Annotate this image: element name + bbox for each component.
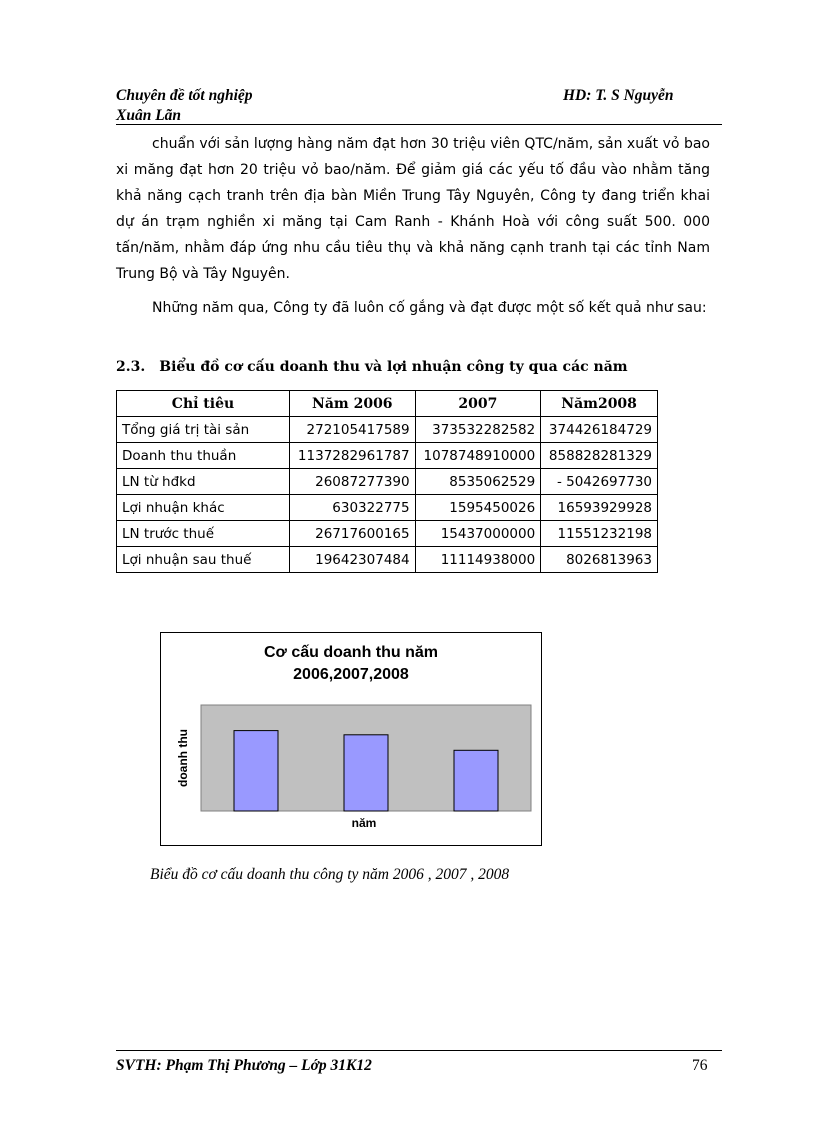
table-cell: 1078748910000 [415,443,541,469]
table-row-label: Tổng giá trị tài sản [117,417,290,443]
section-heading [116,359,716,375]
section-number: 2.3. [116,359,146,375]
table-cell: 1137282961787 [290,443,416,469]
chart-x-axis-label: năm [351,816,377,830]
chart-title-line2: 2006,2007,2008 [293,666,409,683]
page-header-left [116,86,253,126]
chart-y-axis-label: doanh thu [176,729,190,787]
paragraph-1 [116,131,710,287]
table-cell: 8535062529 [415,469,541,495]
header-divider [116,124,722,125]
section-title-text: Biểu đồ cơ cấu doanh thu và lợi nhuận công ty qua các năm [159,359,628,375]
table-cell: 1595450026 [415,495,541,521]
table-cell: 272105417589 [290,417,416,443]
chart-canvas [161,633,541,845]
table-header-cell: Năm2008 [541,391,658,417]
footer-divider [116,1050,722,1051]
table-row [117,547,658,573]
header-advisor: HD: T. S Nguyễn [563,87,674,104]
table-cell: 11114938000 [415,547,541,573]
chart-bar-2007 [344,735,388,811]
table-row [117,443,658,469]
table-cell: 19642307484 [290,547,416,573]
table-cell: 16593929928 [541,495,658,521]
table-header-cell: Chỉ tiêu [117,391,290,417]
table-row [117,469,658,495]
table-row [117,417,658,443]
chart-bar-2008 [454,750,498,811]
table-row-label: Doanh thu thuần [117,443,290,469]
table-row [117,521,658,547]
table-cell: 374426184729 [541,417,658,443]
table-row-label: Lợi nhuận khác [117,495,290,521]
table-cell: 8026813963 [541,547,658,573]
paragraph-2 [116,295,710,321]
table-row [117,495,658,521]
paragraph-2-text: Những năm qua, Công ty đã luôn cố gắng và đạt được một số kết quả như sau: [152,300,707,316]
financial-table [116,390,658,573]
table-cell: 373532282582 [415,417,541,443]
header-author-name: Xuân Lãn [116,107,182,124]
chart-caption: Biểu đồ cơ cấu doanh thu công ty năm 2006 , 2007 , 2008 [150,866,510,883]
table-header-row [117,391,658,417]
chart-bar-2006 [234,731,278,811]
table-row-label: Lợi nhuận sau thuế [117,547,290,573]
table-row-label: LN trước thuế [117,521,290,547]
table-header-cell: 2007 [415,391,541,417]
table-cell: 858828281329 [541,443,658,469]
header-course-title: Chuyên đề tốt nghiệp [116,87,253,104]
table-cell: 26717600165 [290,521,416,547]
table-cell: - 5042697730 [541,469,658,495]
table-cell: 26087277390 [290,469,416,495]
table-cell: 15437000000 [415,521,541,547]
footer-student: SVTH: Phạm Thị Phương – Lớp 31K12 [116,1057,372,1074]
table-header-cell: Năm 2006 [290,391,416,417]
chart-title-line1: Cơ cấu doanh thu năm [263,644,439,661]
table-row-label: LN từ hđkd [117,469,290,495]
page-number: 76 [692,1057,708,1074]
paragraph-1-text: chuẩn với sản lượng hàng năm đạt hơn 30 triệu viên QTC/năm, sản xuất vỏ bao xi măng đạt hơn 20 triệu vỏ bao/năm. Để giảm giá các yếu tố đầu vào nhằm tăng khả năng cạch tranh trên địa bàn Miền Trung Tây Nguyên, Công ty đang triển khai dự án trạm nghiền xi măng tại Cam Ranh - Khánh Hoà với công suất 500. 000 tấn/năm, nhằm đáp ứng nhu cầu tiêu thụ và khả năng cạnh tranh tại các tỉnh Nam Trung Bộ và Tây Nguyên. [116,136,710,282]
table-cell: 11551232198 [541,521,658,547]
revenue-chart [160,632,542,846]
table-cell: 630322775 [290,495,416,521]
